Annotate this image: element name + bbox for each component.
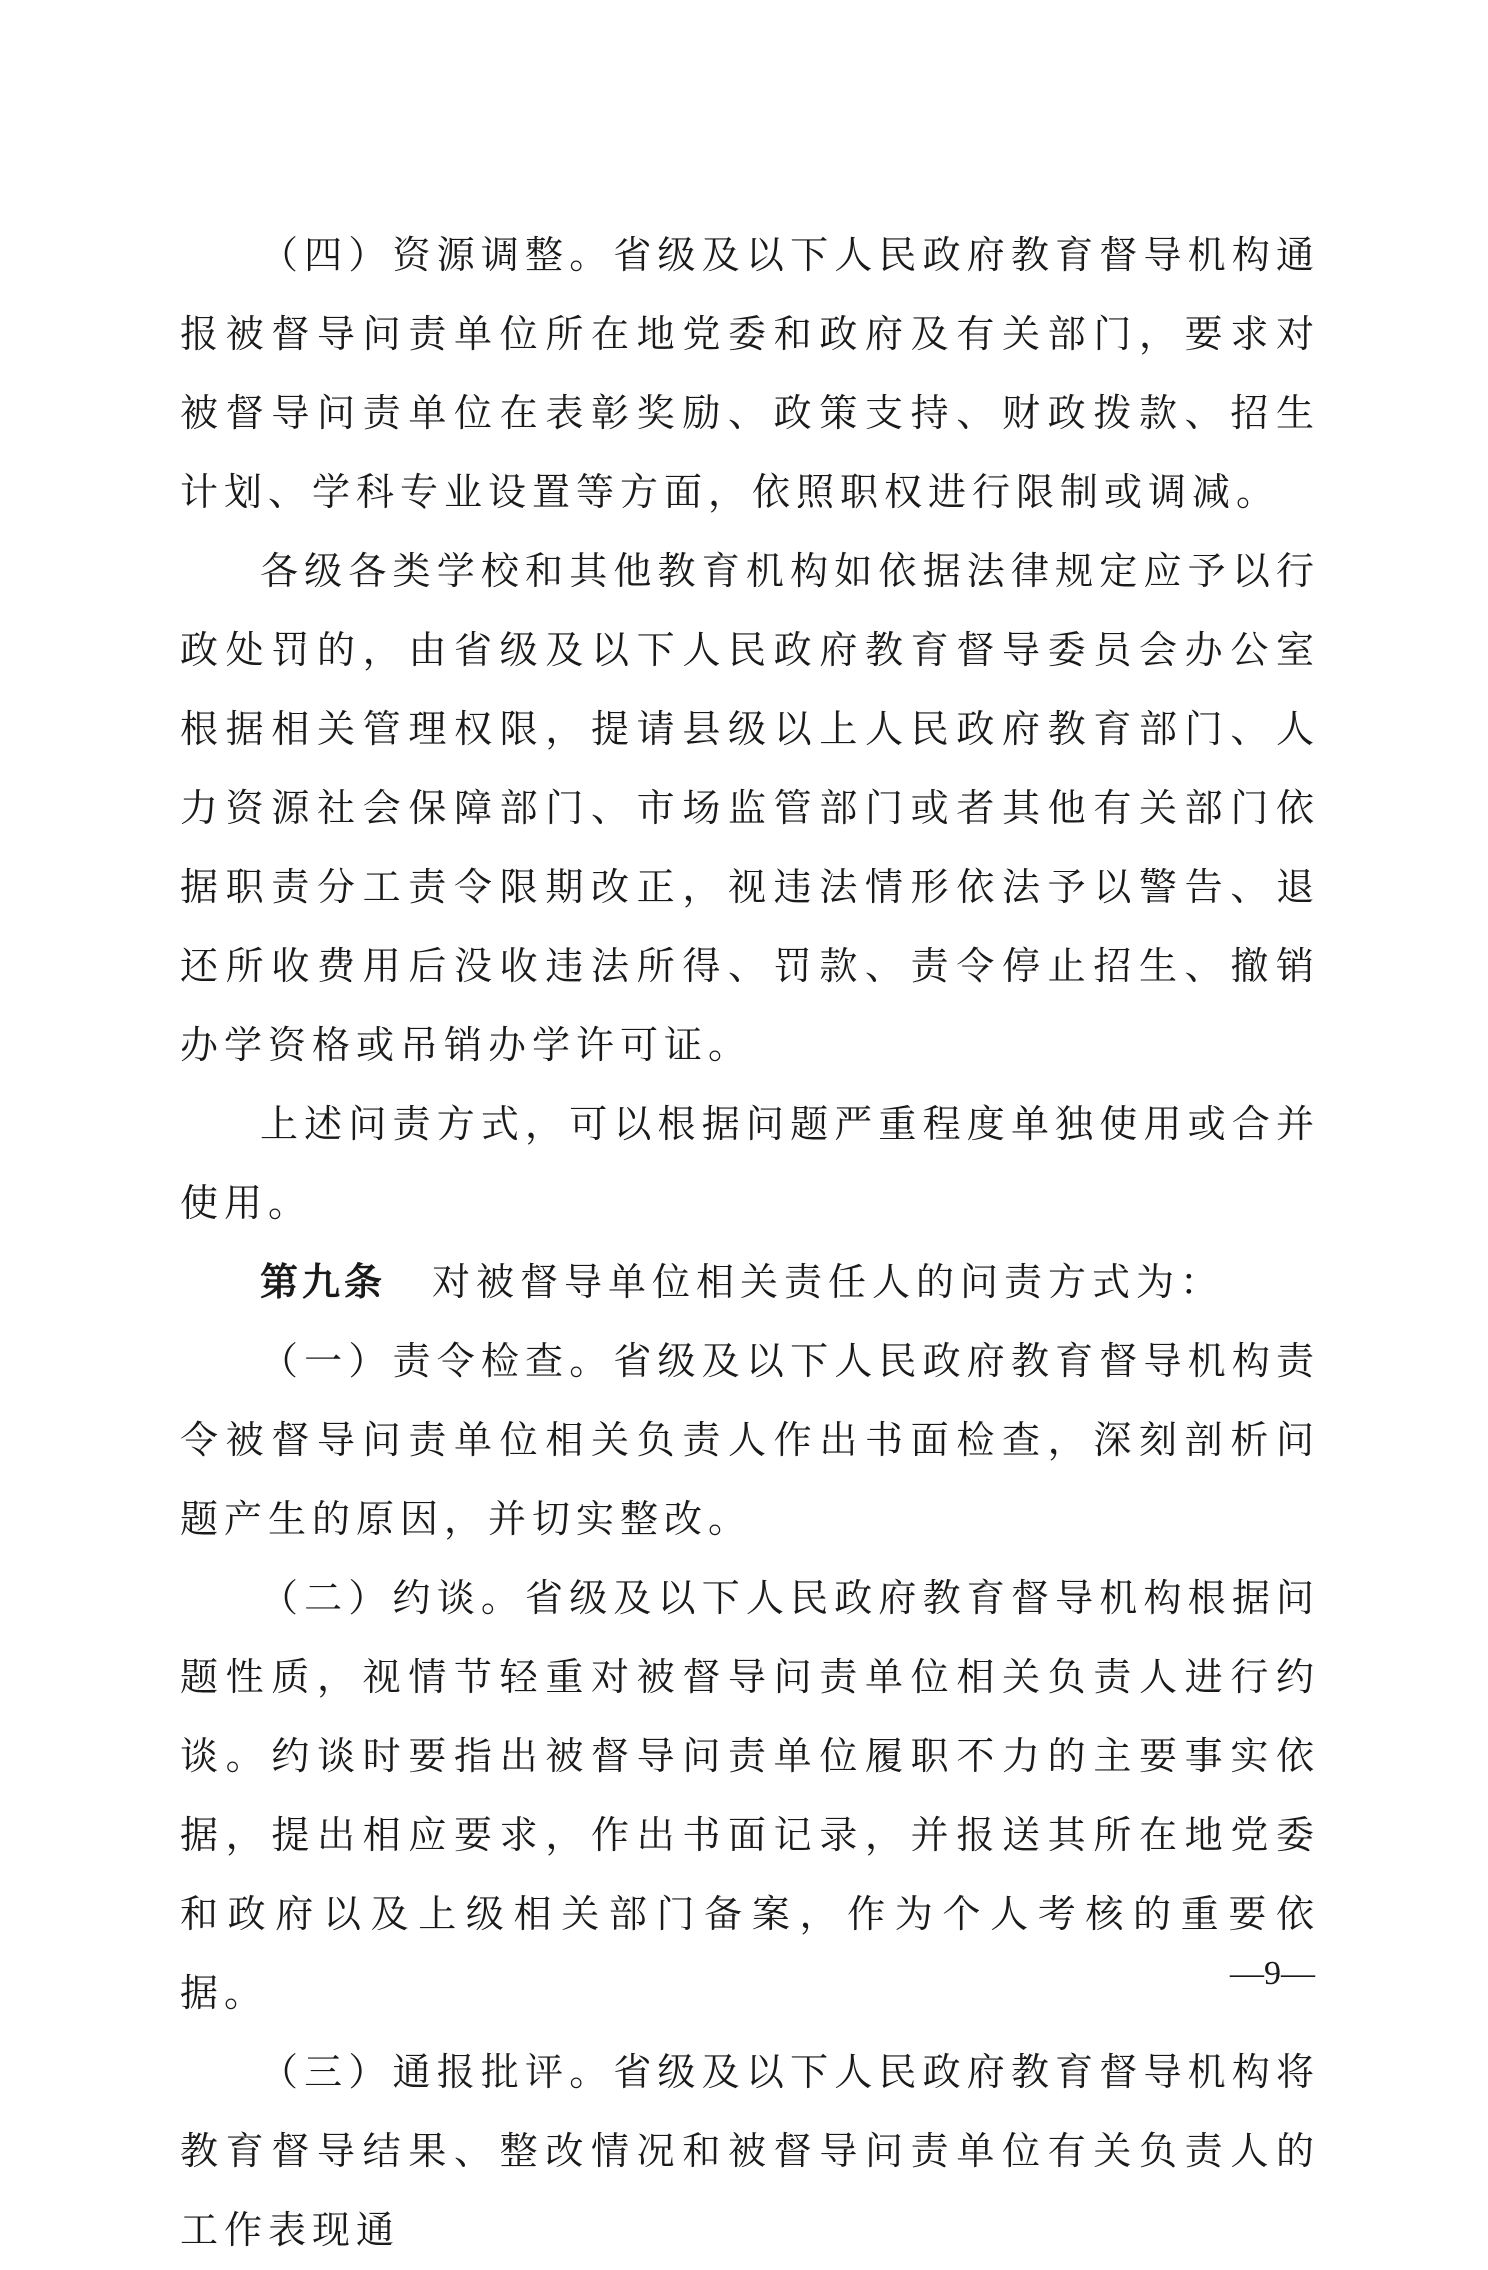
article-text: 对被督导单位相关责任人的问责方式为： bbox=[432, 1260, 1225, 1304]
paragraph-resource-adjustment: （四）资源调整。省级及以下人民政府教育督导机构通报被督导问责单位所在地党委和政府及有关部门，要求对被督导问责单位在表彰奖励、政策支持、财政拨款、招生计划、学科专业设置等方面，依照职权进行限制或调减。 bbox=[180, 233, 1320, 514]
article-nine bbox=[180, 1243, 1320, 1322]
page-number: —9— bbox=[1230, 1955, 1315, 1992]
paragraph-combined-use: 上述问责方式，可以根据问题严重程度单独使用或合并使用。 bbox=[180, 1102, 1320, 1225]
paragraph-interview: （二）约谈。省级及以下人民政府教育督导机构根据问题性质，视情节轻重对被督导问责单位相关负责人进行约谈。约谈时要指出被督导问责单位履职不力的主要事实依据，提出相应要求，作出书面记录，并报送其所在地党委和政府以及上级相关部门备案，作为个人考核的重要依据。 bbox=[180, 1576, 1320, 2015]
paragraph-order-inspection: （一）责令检查。省级及以下人民政府教育督导机构责令被督导问责单位相关负责人作出书面检查，深刻剖析问题产生的原因，并切实整改。 bbox=[180, 1339, 1320, 1541]
paragraph-circulate-criticism: （三）通报批评。省级及以下人民政府教育督导机构将教育督导结果、整改情况和被督导问责单位有关负责人的工作表现通 bbox=[180, 2050, 1320, 2252]
body-text bbox=[180, 216, 1320, 2270]
paragraph-administrative-penalty: 各级各类学校和其他教育机构如依据法律规定应予以行政处罚的，由省级及以下人民政府教育督导委员会办公室根据相关管理权限，提请县级以上人民政府教育部门、人力资源社会保障部门、市场监管部门或者其他有关部门依据职责分工责令限期改正，视违法情形依法予以警告、退还所收费用后没收违法所得、罚款、责令停止招生、撤销办学资格或吊销办学许可证。 bbox=[180, 549, 1320, 1067]
article-title: 第九条 bbox=[260, 1260, 387, 1304]
